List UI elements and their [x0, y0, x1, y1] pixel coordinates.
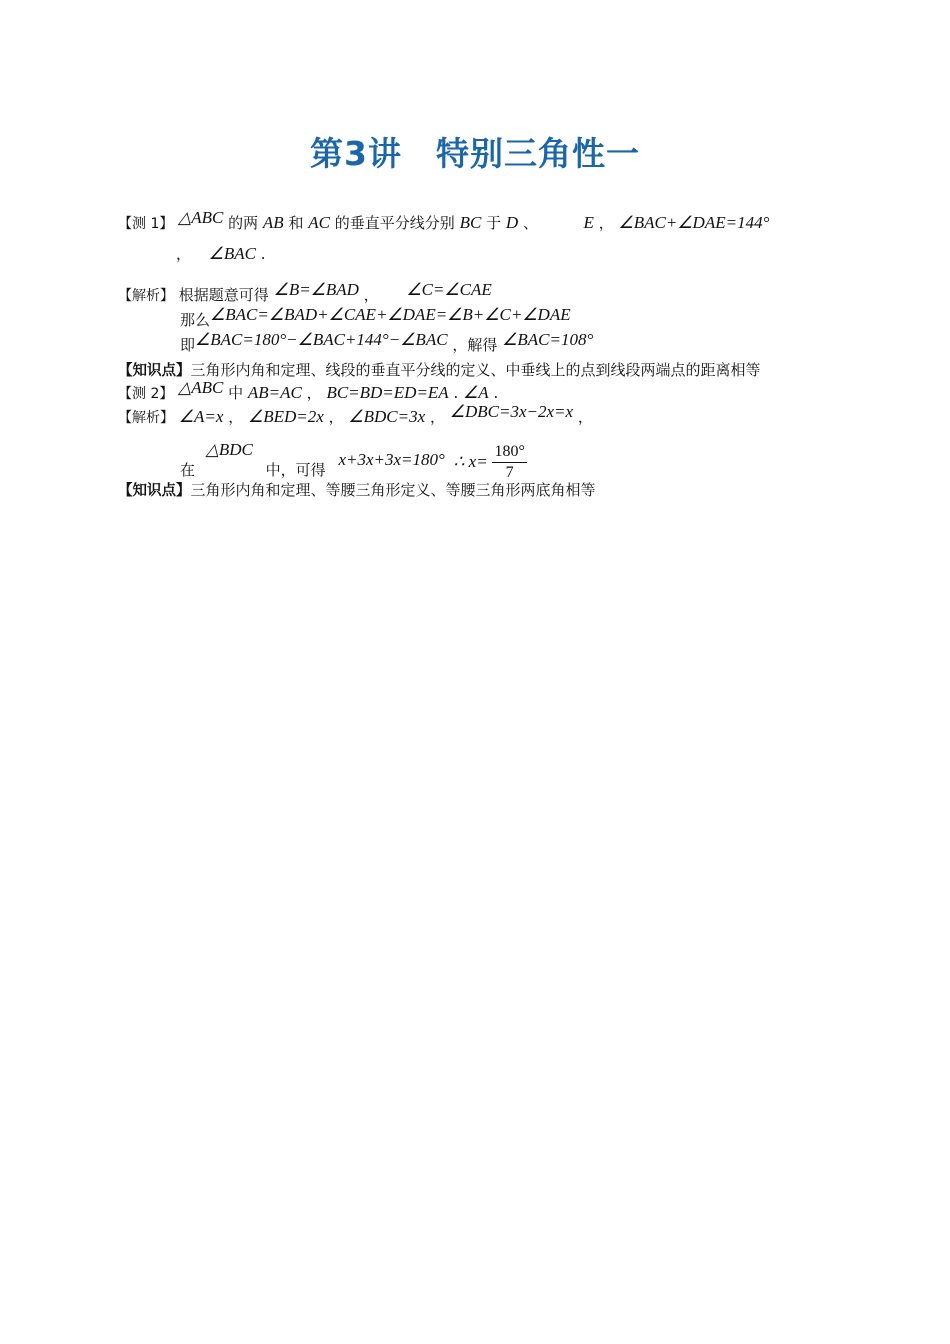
- text: 中: [228, 384, 244, 402]
- answer-1-line-1: [118, 280, 492, 305]
- text: 、: [522, 214, 538, 232]
- text: 中，可得: [265, 460, 326, 479]
- math-angle-a: ∠A: [463, 383, 489, 402]
- knowledge-1: [118, 359, 761, 380]
- knowledge-2: [118, 479, 596, 500]
- math-e: E: [583, 213, 594, 232]
- math-angle-sum: ∠BAC+∠DAE=144°: [618, 213, 770, 232]
- math-triangle-abc: △ABC: [178, 378, 224, 397]
- math-fraction: [492, 442, 526, 483]
- text: ，: [598, 214, 614, 232]
- text: 的垂直平分线分别: [334, 214, 455, 232]
- text: 即: [180, 336, 196, 354]
- math-angle-c: ∠C=∠CAE: [406, 280, 492, 299]
- answer-2-line-1: [118, 402, 593, 427]
- question-2-tag: 【测 2】: [118, 386, 174, 402]
- text: ，解得: [452, 336, 498, 354]
- math-bc: BC: [459, 213, 482, 232]
- text: 和: [288, 214, 304, 232]
- text: 那么: [180, 311, 211, 329]
- math-d: D: [505, 213, 519, 232]
- fraction-denominator: 7: [505, 464, 514, 481]
- math-angle-bac: ∠BAC: [208, 244, 256, 263]
- fraction-numerator: 180°: [492, 442, 526, 463]
- math-angle-dbc: ∠DBC=3x−2x=x: [449, 402, 574, 421]
- text: ，: [176, 245, 192, 263]
- math-angle-b: ∠B=∠BAD: [273, 280, 359, 299]
- math-triangle-bdc: △BDC: [205, 439, 253, 459]
- math-ab-ac: AB=AC: [247, 383, 302, 402]
- text: ，: [328, 408, 344, 426]
- math-angle-bed: ∠BED=2x: [248, 407, 324, 426]
- math-equal-sides: BC=BD=ED=EA: [326, 383, 449, 402]
- text: 在: [180, 460, 196, 479]
- knowledge-2-text: 三角形内角和定理、等腰三角形定义、等腰三角形两底角相等: [190, 481, 596, 499]
- text: ，: [429, 408, 445, 426]
- math-equation: ∠BAC=180°−∠BAC+144°−∠BAC: [195, 330, 448, 349]
- answer-1-line-3: [180, 330, 594, 355]
- text: .: [453, 384, 459, 402]
- answer-2-tag: 【解析】: [118, 410, 174, 426]
- knowledge-2-tag: 【知识点】: [118, 483, 191, 499]
- question-1-tag: 【测 1】: [118, 216, 174, 232]
- answer-1-line-2: [180, 305, 571, 330]
- math-therefore-x: ∴ x=: [453, 451, 488, 471]
- math-ac: AC: [308, 213, 330, 232]
- text: ，: [306, 384, 322, 402]
- math-ab: AB: [262, 213, 284, 232]
- math-sum-equation: x+3x+3x=180°: [338, 449, 445, 469]
- answer-1-tag: 【解析】: [118, 288, 174, 304]
- text: ，: [577, 408, 593, 426]
- question-1-line-1: [118, 208, 770, 233]
- question-1-line-2: [176, 243, 266, 264]
- math-angle-a-x: ∠A=x: [178, 407, 224, 426]
- text: ，: [228, 408, 244, 426]
- text: 根据题意可得: [178, 286, 269, 304]
- math-triangle-abc: △ABC: [178, 208, 224, 227]
- knowledge-1-tag: 【知识点】: [118, 363, 191, 379]
- text: 的两: [228, 214, 259, 232]
- question-2-line: [118, 378, 499, 403]
- math-result: ∠BAC=108°: [502, 330, 594, 349]
- knowledge-1-text: 三角形内角和定理、线段的垂直平分线的定义、中垂线上的点到线段两端点的距离相等: [190, 361, 761, 379]
- page-title: 第3讲 特别三角性一: [310, 134, 640, 173]
- math-angle-bdc: ∠BDC=3x: [348, 407, 426, 426]
- math-angle-expansion: ∠BAC=∠BAD+∠CAE+∠DAE=∠B+∠C+∠DAE: [210, 305, 571, 324]
- text: ，: [363, 286, 379, 304]
- text: 于: [486, 214, 502, 232]
- text: .: [493, 384, 499, 402]
- answer-2-line-2: [180, 430, 525, 481]
- text: .: [260, 245, 266, 263]
